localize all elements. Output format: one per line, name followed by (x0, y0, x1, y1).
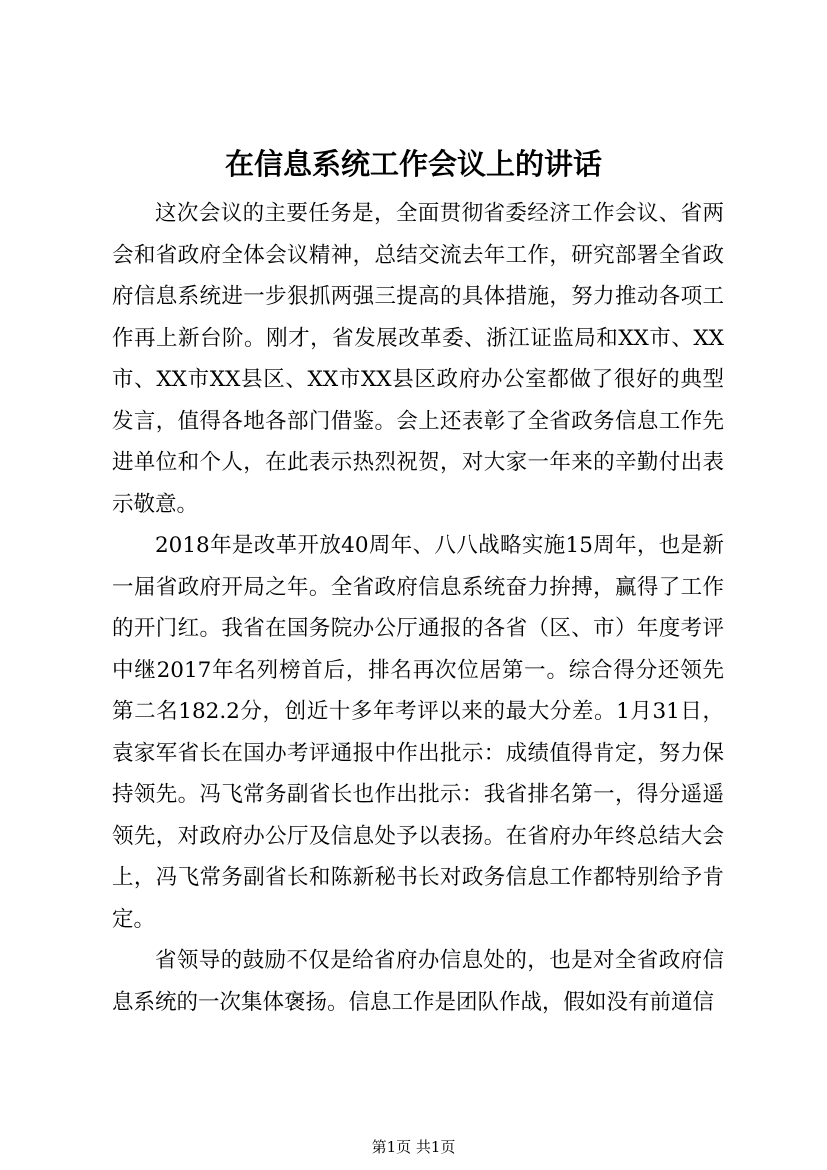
document-body (112, 193, 724, 1023)
paragraph-3: 省领导的鼓励不仅是给省府办信息处的，也是对全省政府信息系统的一次集体褒扬。信息工作是团队作战，假如没有前道信 (112, 948, 724, 1015)
paragraph-1: 这次会议的主要任务是，全面贯彻省委经济工作会议、省两会和省政府全体会议精神，总结交流去年工作，研究部署全省政府信息系统进一步狠抓两强三提高的具体措施，努力推动各项工作再上新台阶。刚才，省发展改革委、浙江证监局和XX市、XX市、XX市XX县区、XX市XX县区政府办公室都做了很好的典型发言，值得各地各部门借鉴。会上还表彰了全省政务信息工作先进单位和个人，在此表示热烈祝贺，对大家一年来的辛勤付出表示敬意。 (112, 201, 724, 517)
page-footer: 第1页 共1页 (371, 1138, 456, 1156)
paragraph-2: 2018年是改革开放40周年、八八战略实施15周年，也是新一届省政府开局之年。全省政府信息系统奋力拚搏，赢得了工作的开门红。我省在国务院办公厅通报的各省（区、市）年度考评中继2017年名列榜首后，排名再次位居第一。综合得分还领先第二名182.2分，创近十多年考评以来的最大分差。1月31日，袁家军省长在国办考评通报中作出批示：成绩值得肯定，努力保持领先。冯飞常务副省长也作出批示：我省排名第一，得分遥遥领先，对政府办公厅及信息处予以表扬。在省府办年终总结大会上，冯飞常务副省长和陈新秘书长对政务信息工作都特别给予肯定。 (112, 533, 724, 932)
document-title: 在信息系统工作会议上的讲话 (224, 147, 602, 181)
